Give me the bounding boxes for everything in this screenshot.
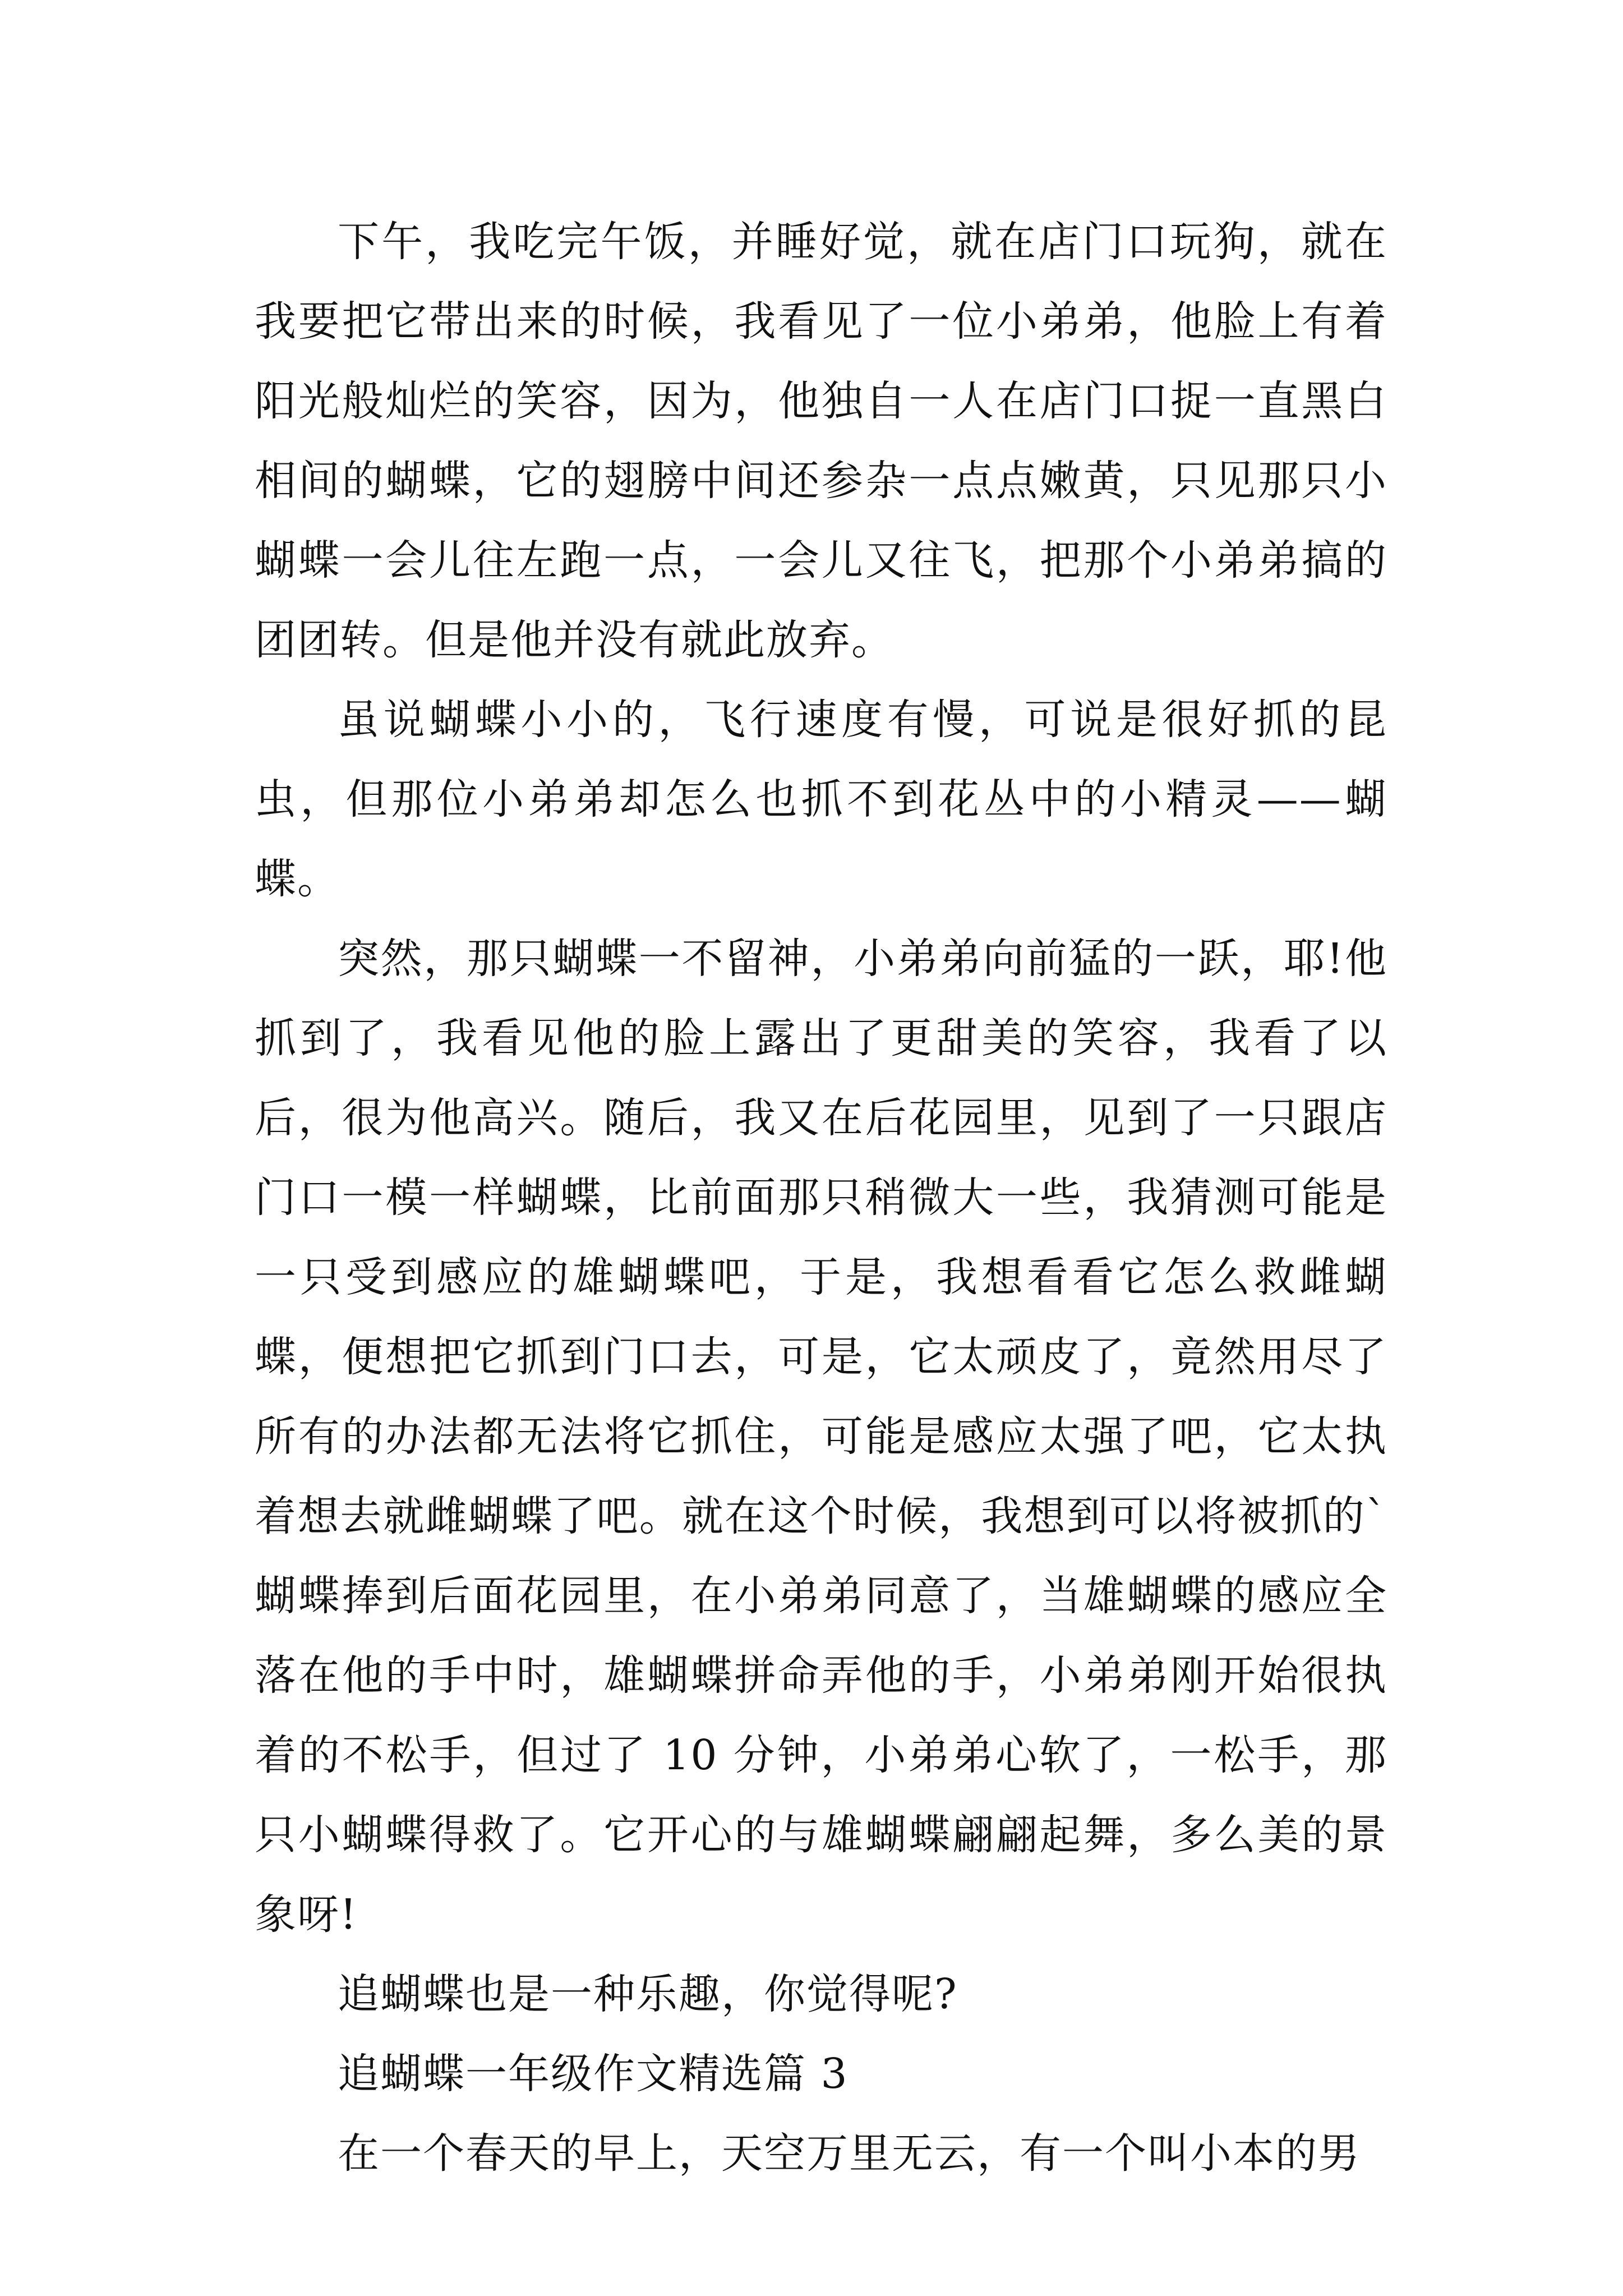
paragraph-afternoon: 下午，我吃完午饭，并睡好觉，就在店门口玩狗，就在我要把它带出来的时候，我看见了一位小弟弟，他脸上有着阳光般灿烂的笑容，因为，他独自一人在店门口捉一直黑白相间的蝴蝶，它的翅膀中间还参杂一点点嫩黄，只见那只小蝴蝶一会儿往左跑一点，一会儿又往飞，把那个小弟弟搞的团团转。但是他并没有就此放弃。 bbox=[255, 218, 1387, 664]
paragraph-butterfly-speed: 虽说蝴蝶小小的，飞行速度有慢，可说是很好抓的昆虫，但那位小弟弟却怎么也抓不到花丛中的小精灵——蝴蝶。 bbox=[255, 696, 1387, 903]
paragraph-caught: 突然，那只蝴蝶一不留神，小弟弟向前猛的一跃，耶!他抓到了，我看见他的脸上露出了更甜美的笑容，我看了以后，很为他高兴。随后，我又在后花园里，见到了一只跟店门口一模一样蝴蝶，比前面那只稍微大一些，我猜测可能是一只受到感应的雄蝴蝶吧，于是，我想看看它怎么救雌蝴蝶，便想把它抓到门口去，可是，它太顽皮了，竟然用尽了所有的办法都无法将它抓住，可能是感应太强了吧，它太执着想去就雌蝴蝶了吧。就在这个时候，我想到可以将被抓的`蝴蝶捧到后面花园里，在小弟弟同意了，当雄蝴蝶的感应全落在他的手中时，雄蝴蝶拼命弄他的手，小弟弟刚开始很执着的不松手，但过了 10 分钟，小弟弟心软了，一松手，那只小蝴蝶得救了。它开心的与雄蝴蝶翩翩起舞，多么美的景象呀! bbox=[255, 935, 1387, 1939]
article-body bbox=[255, 202, 1387, 2193]
section-heading: 追蝴蝶一年级作文精选篇 3 bbox=[338, 2050, 849, 2098]
paragraph-question: 追蝴蝶也是一种乐趣，你觉得呢? bbox=[338, 1970, 958, 2018]
paragraph-spring-morning: 在一个春天的早上，天空万里无云，有一个叫小本的男 bbox=[338, 2129, 1361, 2178]
